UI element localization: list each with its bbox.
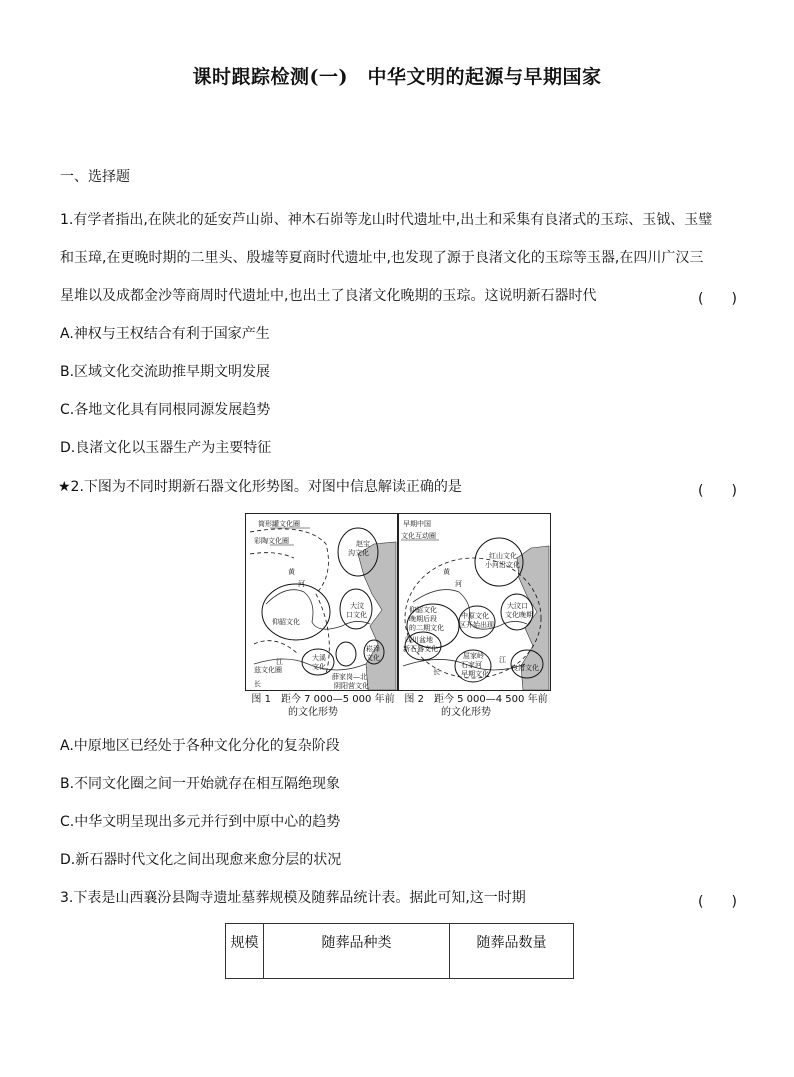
- fig1-label: 江: [276, 658, 283, 666]
- fig2-label: 晚期后段: [409, 615, 437, 623]
- q1-option-d[interactable]: D.良渚文化以玉器生产为主要特征: [60, 440, 272, 456]
- fig1-label: 彩陶文化圈: [254, 537, 289, 545]
- q2-option-b[interactable]: B.不同文化圈之间一开始就存在相互隔绝现象: [60, 776, 341, 792]
- fig2-label: 区开始出现: [459, 621, 494, 629]
- fig2-label: 文化互动圈: [401, 532, 436, 540]
- fig1-label: 阴阳营文化: [334, 682, 369, 690]
- q1-option-a[interactable]: A.神权与王权结合有利于国家产生: [60, 326, 270, 342]
- q2-stem: ★2.下图为不同时期新石器文化形势图。对图中信息解读正确的是: [58, 479, 462, 495]
- figure-2-caption-line-2: 的文化形势: [441, 707, 491, 718]
- fig2-label: 良渚文化: [511, 664, 539, 672]
- fig2-label: 红山文化: [489, 552, 517, 560]
- table-row: [226, 924, 574, 979]
- table-header-cell: 随葬品种类: [264, 924, 450, 979]
- figure-2-map: [398, 513, 551, 691]
- q1-option-b[interactable]: B.区域文化交流助推早期文明发展: [60, 364, 271, 380]
- fig2-label: 四川盆地: [405, 636, 433, 644]
- fig1-label: 文化: [366, 654, 380, 662]
- fig1-label: 口文化: [346, 611, 367, 619]
- fig1-label: 崧泽: [366, 645, 380, 653]
- fig2-label: 屈家岭: [463, 652, 484, 660]
- fig2-label: 新石器文化: [403, 645, 438, 653]
- fig1-label: 大汶: [350, 602, 364, 610]
- fig1-label: 长: [254, 680, 261, 688]
- fig2-label: 早期文化: [461, 670, 489, 678]
- table-header-cell: 规模: [226, 924, 264, 979]
- fig1-label: 沟文化: [348, 549, 369, 557]
- fig2-label: 大汶口: [507, 602, 528, 610]
- figure-1-map: [245, 513, 398, 691]
- fig2-label: 早期中国: [403, 520, 431, 528]
- fig2-label: 中原文化: [461, 612, 489, 620]
- q1-stem-line-3: 星堆以及成都金沙等商周时代遗址中,也出土了良渚文化晚期的玉琮。这说明新石器时代: [60, 288, 597, 304]
- q2-option-d[interactable]: D.新石器时代文化之间出现愈来愈分层的状况: [60, 852, 342, 868]
- q1-option-c[interactable]: C.各地文化具有同根同源发展趋势: [60, 402, 271, 418]
- q2-option-a[interactable]: A.中原地区已经处于各种文化分化的复杂阶段: [60, 738, 340, 754]
- fig1-label: 薛家岗—北: [332, 673, 367, 681]
- fig2-label: 河: [455, 580, 462, 588]
- q3-table: [225, 923, 574, 979]
- page-title: 课时跟踪检测(一) 中华文明的起源与早期国家: [192, 66, 602, 88]
- q1-stem-line-1: 1.有学者指出,在陕北的延安芦山峁、神木石峁等龙山时代遗址中,出土和采集有良渚式的玉琮、玉钺、玉璧: [60, 212, 713, 228]
- fig2-label: 的二期文化: [409, 624, 444, 632]
- fig1-label: 兹文化圈: [254, 666, 282, 674]
- figure-1-caption-line-1: 图 1 距今 7 000—5 000 年前: [251, 694, 395, 705]
- fig2-label: 长: [433, 668, 440, 676]
- fig2-label: 黄: [443, 568, 450, 576]
- fig1-label: 筒形罐文化圈: [258, 520, 300, 528]
- fig1-label: 河: [298, 580, 305, 588]
- figure-1-caption-line-2: 的文化形势: [288, 707, 338, 718]
- fig1-label: 赵宝: [356, 540, 370, 548]
- figure-2-caption-line-1: 图 2 距今 5 000—4 500 年前: [404, 694, 548, 705]
- fig2-label: 文化晚期: [505, 611, 533, 619]
- table-header-cell: 随葬品数量: [450, 924, 574, 979]
- q1-answer-blank[interactable]: ( ): [698, 291, 737, 307]
- q1-stem-line-2: 和玉璋,在更晚时期的二里头、殷墟等夏商时代遗址中,也发现了源于良渚文化的玉琮等玉器,在四川广汉三: [60, 250, 704, 266]
- q3-stem: 3.下表是山西襄汾县陶寺遗址墓葬规模及随葬品统计表。据此可知,这一时期: [60, 890, 526, 906]
- fig2-label: 石家河: [461, 661, 482, 669]
- fig1-label: 仰韶文化: [272, 618, 300, 626]
- q2-answer-blank[interactable]: ( ): [698, 483, 737, 499]
- fig2-label: 仰韶文化: [409, 606, 437, 614]
- fig1-label: 文化: [312, 663, 326, 671]
- fig2-label: 江: [499, 656, 506, 664]
- fig1-label: 大溪: [312, 654, 326, 662]
- section-heading: 一、选择题: [60, 169, 130, 185]
- fig2-label: 小河沿文化: [485, 561, 520, 569]
- q3-answer-blank[interactable]: ( ): [698, 894, 737, 910]
- q2-option-c[interactable]: C.中华文明呈现出多元并行到中原中心的趋势: [60, 814, 341, 830]
- fig1-label: 黄: [288, 568, 295, 576]
